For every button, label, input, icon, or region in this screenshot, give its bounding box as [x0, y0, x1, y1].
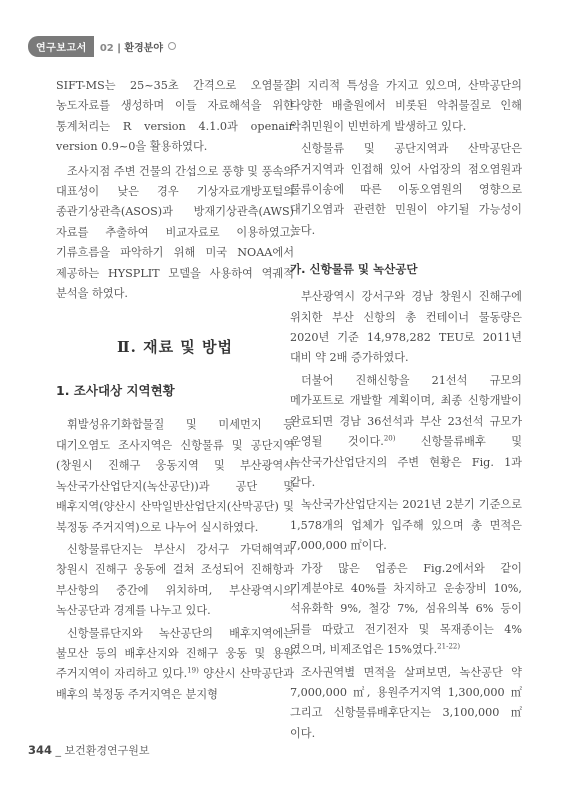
footnote-ref-20: 20)	[383, 434, 396, 443]
running-header	[28, 36, 176, 56]
left-column	[56, 76, 294, 705]
right-paragraph-3: 부산광역시 강서구와 경남 창원시 진해구에 위치한 부산 신항의 총 컨테이너 물동량은 2020년 기준 14,978,282 TEU로 2011년 대비 약 2배 증가하였다.	[290, 290, 522, 365]
footnote-ref-19: 19)	[187, 666, 199, 675]
left-paragraph-1: SIFT-MS는 25~35초 간격으로 오염물질 농도자료를 생성하며 이들 자료해석을 위한 통계처리는 R version 4.1.0과 openair version 0.9~0을 활용하였다.	[56, 79, 294, 154]
page-footer	[28, 742, 150, 758]
subsubsection-heading: 가. 신항물류 및 녹산공단	[290, 262, 418, 277]
right-paragraph-6-text-a: 가장 많은 업종은 Fig.2에서와 같이 기계분야로 40%를 차지하고 운송장비 10%, 석유화학 9%, 철강 7%, 섬유의복 6% 등이 뒤를 따랐고 전기전자 및 목재종이는 4%였으며, 비제조업은 15%였다.	[290, 561, 522, 657]
right-paragraph-4-text-a: 더불어 진해신항을 21선석 규모의 메가포트로 개발할 계획이며, 최종 신항개발이 완료되면 경남 36선석과 부산 23선석 규모가 운영될 것이다.	[290, 373, 522, 449]
section-number: 02	[99, 42, 114, 54]
left-paragraph-5-text-a: 신항물류단지와 녹산공단의 배후지역에는 불모산 등의 배후산지와 진해구 웅동 및 용원 주거지역이 자리하고 있다.	[56, 626, 294, 681]
left-paragraph-3: 휘발성유기화합물질 및 미세먼지 등 대기오염도 조사지역은 신항물류 및 공단지역(창원시 진해구 웅동지역 및 부산광역시 녹산국가산업단지(녹산공단))과 공단 및 배후지역(양산시 산막일반산업단지(산막공단) 및 북정동 주거지역)으로 나누어 실시하였다.	[56, 418, 294, 534]
section-separator: |	[113, 42, 125, 54]
right-paragraph-4-text-b: 신항물류배후 및 녹산국가산업단지의 주변 현황은 Fig. 1과 같다.	[290, 435, 522, 489]
right-paragraph-4	[290, 371, 522, 493]
report-tag: 연구보고서	[28, 36, 94, 57]
section-heading: Ⅱ. 재료 및 방법	[117, 338, 233, 357]
right-paragraph-1: 의 지리적 특성을 가지고 있으며, 산막공단의 다양한 배출원에서 비롯된 악취물질로 인해 악취민원이 빈번하게 발생하고 있다.	[290, 79, 522, 133]
right-paragraph-2: 신항물류 및 공단지역과 산막공단은 주거지역과 인접해 있어 사업장의 점오염원과 물류이송에 따른 이동오염원의 영향으로 대기오염과 관련한 민원이 야기될 가능성이 높다.	[290, 142, 522, 237]
right-paragraph-7: 조사권역별 면적을 살펴보면, 녹산공단 약 7,000,000 ㎡, 용원주거지역 1,300,000 ㎡ 그리고 신항물류배후단지는 3,100,000 ㎡이다.	[290, 665, 522, 740]
subsection-heading: 1. 조사대상 지역현황	[56, 383, 175, 399]
left-paragraph-4: 신항물류단지는 부산시 강서구 가덕해역과 창원시 진해구 웅동에 걸쳐 조성되어 진해항과 부산항의 중간에 위치하며, 부산광역시의 녹산공단과 경계를 나누고 있다.	[56, 542, 294, 618]
section-label	[100, 39, 163, 54]
header-dot-icon	[168, 42, 176, 50]
right-column	[290, 76, 522, 744]
journal-name: _ 보건환경연구원보	[52, 744, 150, 757]
left-paragraph-5	[56, 624, 294, 706]
page-number: 344	[28, 743, 53, 757]
left-paragraph-2: 조사지점 주변 건물의 간섭으로 풍향 및 풍속의 대표성이 낮은 경우 기상자료개방포털의 종관기상관측(ASOS)과 방재기상관측(AWS) 자료를 추출하여 비교자료로 이용하였고, 기류흐름을 파악하기 위해 미국 NOAA에서 제공하는 HYSPLIT 모델을 사용하여 역궤적 분석을 하였다.	[56, 164, 294, 301]
footnote-ref-21-22: 21-22)	[437, 642, 461, 651]
section-title: 환경분야	[124, 42, 163, 54]
right-paragraph-6	[290, 559, 522, 661]
left-paragraph-5-text-b: 양산시 산막공단과 배후의 북정동 주거지역은 분지형	[56, 667, 294, 701]
right-paragraph-5: 녹산국가산업단지는 2021년 2분기 기준으로 1,578개의 업체가 입주해 있으며 총 면적은 7,000,000 ㎡이다.	[290, 498, 522, 553]
